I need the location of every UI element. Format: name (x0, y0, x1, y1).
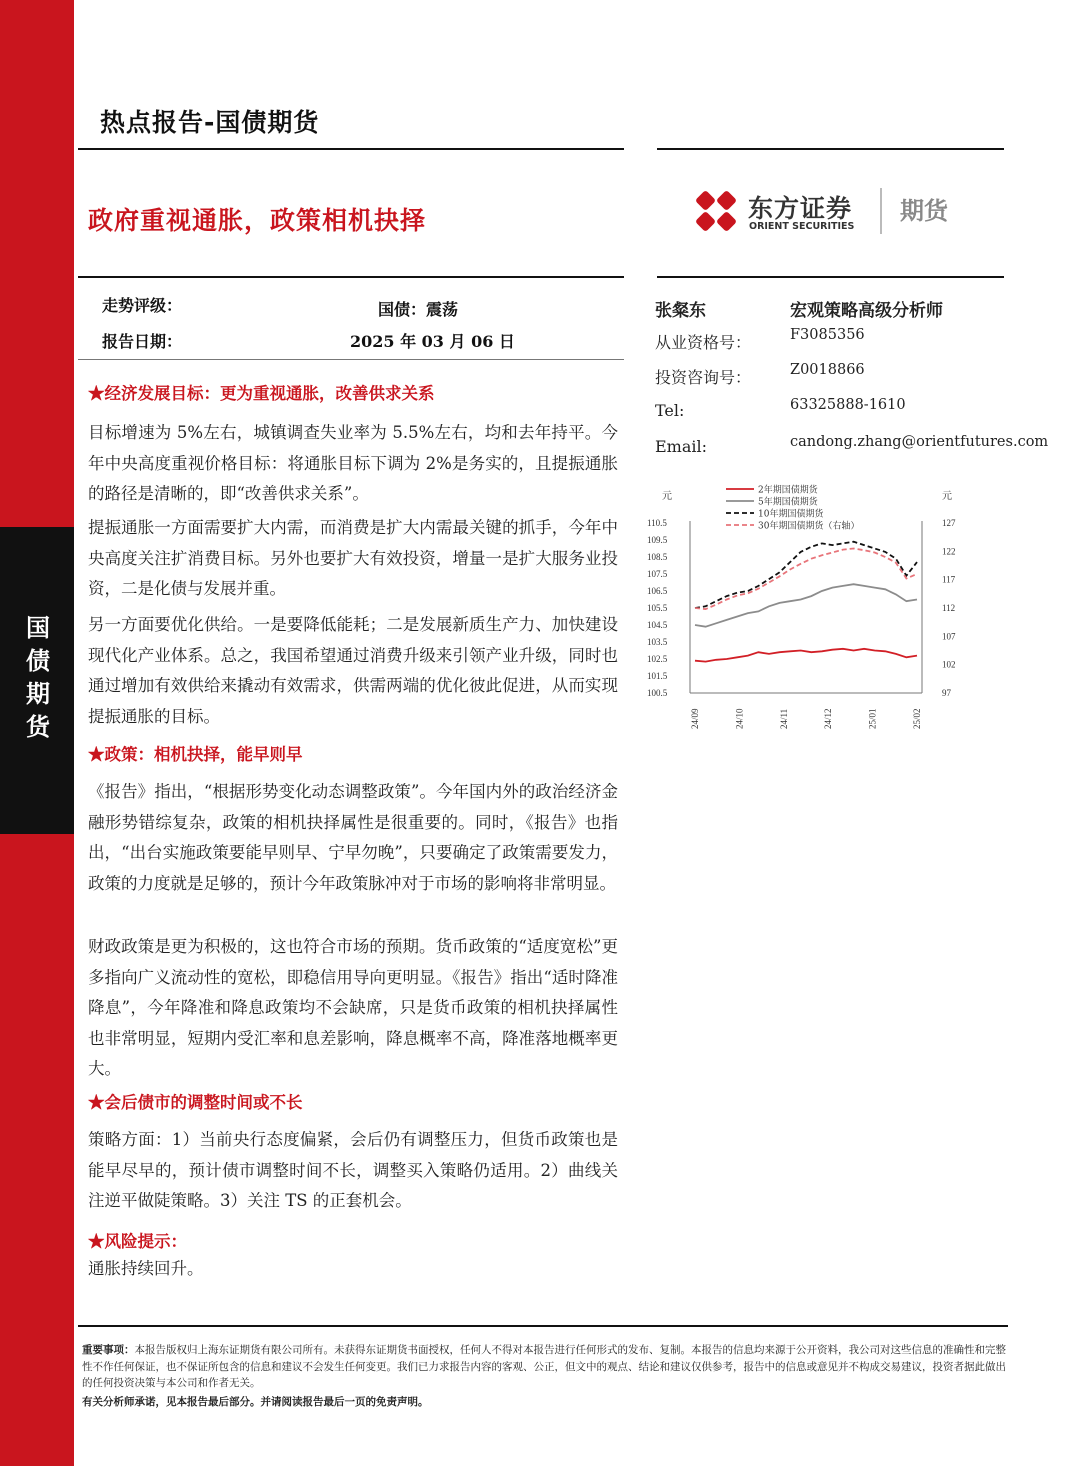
section-heading: ★经济发展目标：更为重视通胀，改善供求关系 (88, 384, 435, 403)
y-right-tick-label: 102 (942, 659, 956, 670)
y-left-tick-label: 108.5 (647, 552, 668, 562)
x-tick-label: 24/09 (690, 708, 700, 729)
y-left-tick-label: 106.5 (647, 586, 668, 596)
divider (657, 148, 1004, 150)
paragraph: 通胀持续回升。 (88, 1259, 204, 1278)
section-heading: ★政策：相机抉择，能早则早 (88, 745, 303, 764)
logo-name-cn: 东方证券 (748, 194, 853, 223)
legend-label: 10年期国债期货 (758, 509, 824, 520)
license-number: F3085356 (790, 327, 865, 343)
x-tick-label: 24/12 (823, 708, 834, 729)
divider (78, 359, 624, 360)
right-unit-label: 元 (942, 491, 952, 502)
section-heading: ★会后债市的调整时间或不长 (88, 1093, 303, 1112)
report-date: 2025 年 03 月 06 日 (350, 332, 515, 351)
date-label: 报告日期： (102, 332, 183, 351)
page-title: 政府重视通胀，政策相机抉择 (88, 206, 427, 235)
y-left-tick-label: 101.5 (647, 671, 668, 681)
company-logo (690, 183, 990, 241)
rating-label: 走势评级： (102, 296, 183, 315)
paragraph: 策略方面：1）当前央行态度偏紧，会后仍有调整压力，但货币政策也是能早尽早的，预计债市调整时间不长，调整买入策略仍适用。2）曲线关注逆平做陡策略。3）关注 TS 的正套机会。 (88, 1130, 618, 1210)
left-unit-label: 元 (662, 491, 672, 502)
logo-name-en: ORIENT SECURITIES (749, 221, 855, 232)
y-left-tick-label: 103.5 (647, 637, 668, 647)
paragraph: 目标增速为 5%左右，城镇调查失业率为 5.5%左右，均和去年持平。今年中央高度重视价格目标：将通胀目标下调为 2%是务实的，且提振通胀的路径是清晰的，即“改善供求关系”。 (88, 423, 618, 503)
y-right-tick-label: 107 (942, 631, 956, 642)
y-right-tick-label: 112 (942, 603, 956, 613)
disclaimer-label: 重要事项： (82, 1344, 135, 1356)
y-left-tick-label: 109.5 (647, 535, 668, 545)
x-tick-label: 24/10 (734, 708, 745, 729)
disclaimer (82, 1342, 1008, 1392)
y-left-tick-label: 100.5 (647, 688, 668, 698)
divider (78, 276, 624, 278)
orient-logo-icon (690, 185, 742, 237)
bond-futures-chart (640, 475, 970, 750)
legend-label: 2年期国债期货 (758, 485, 818, 496)
series-line (695, 584, 917, 627)
tel-number: 63325888-1610 (790, 397, 906, 413)
side-category-label: 国 债 期 货 (26, 614, 50, 741)
divider (78, 148, 624, 150)
y-left-tick-label: 107.5 (647, 569, 668, 579)
x-tick-label: 24/11 (778, 708, 789, 729)
analyst-name: 张粲东 (655, 301, 706, 321)
section-heading: ★风险提示： (88, 1232, 187, 1251)
y-left-tick-label: 104.5 (647, 620, 668, 630)
consult-label: 投资咨询号： (655, 368, 752, 387)
y-left-tick-label: 110.5 (647, 518, 667, 528)
divider (657, 276, 1004, 278)
x-tick-label: 25/01 (867, 708, 878, 729)
y-left-tick-label: 102.5 (647, 654, 668, 664)
y-right-tick-label: 117 (942, 574, 956, 585)
legend-label: 5年期国债期货 (758, 497, 818, 508)
paragraph: 财政政策是更为积极的，这也符合市场的预期。货币政策的“适度宽松”更多指向广义流动性的宽松，即稳信用导向更明显。《报告》指出“适时降准降息”，今年降准和降息政策均不会缺席，只是货币政策的相机抉择属性也非常明显，短期内受汇率和息差影响，降息概率不高，降准落地概率更大。 (88, 937, 618, 1078)
paragraph: 《报告》指出，“根据形势变化动态调整政策”。今年国内外的政治经济金融形势错综复杂，政策的相机抉择属性是很重要的。同时，《报告》也指出，“出台实施政策要能早则早、宁早勿晚”，只要确定了政策需要发力，政策的力度就是足够的，预计今年政策脉冲对于市场的影响将非常明显。 (88, 782, 618, 893)
email-address[interactable]: candong.zhang@orientfutures.com (790, 434, 1049, 450)
license-label: 从业资格号： (655, 333, 752, 352)
email-label: Email: (655, 437, 708, 456)
paragraph: 提振通胀一方面需要扩大内需，而消费是扩大内需最关键的抓手，今年中央高度关注扩消费目标。另外也要扩大有效投资，增量一是扩大服务业投资，二是化债与发展并重。 (88, 518, 618, 598)
report-category-title: 热点报告-国债期货 (100, 108, 320, 137)
series-line (695, 549, 917, 610)
x-tick-label: 25/02 (912, 708, 922, 729)
consult-number: Z0018866 (790, 362, 865, 378)
disclaimer-footer: 有关分析师承诺，见本报告最后部分。并请阅读报告最后一页的免责声明。 (82, 1396, 429, 1408)
y-right-tick-label: 122 (942, 546, 956, 557)
y-left-tick-label: 105.5 (647, 603, 668, 613)
y-right-tick-label: 127 (942, 518, 956, 528)
disclaimer-text: 本报告版权归上海东证期货有限公司所有。未获得东证期货书面授权，任何人不得对本报告进行任何形式的发布、复制。本报告的信息均来源于公开资料，我公司对这些信息的准确性和完整性不作任何保证，也不保证所包含的信息和建议不会发生任何变更。我们已力求报告内容的客观、公正，但文中的观点、结论和建议仅供参考，报告中的信息或意见并不构成交易建议，投资者据此做出的任何投资决策与本公司和作者无关。 (82, 1344, 1006, 1389)
paragraph: 另一方面要优化供给。一是要降低能耗；二是发展新质生产力、加快建设现代化产业体系。总之，我国希望通过消费升级来引领产业升级，同时也通过增加有效供给来撬动有效需求，供需两端的优化彼此促进，从而实现提振通胀的目标。 (88, 615, 618, 726)
divider (78, 1325, 1008, 1327)
logo-separator (880, 188, 882, 234)
legend-label: 30年期国债期货（右轴） (758, 521, 860, 532)
series-line (695, 649, 917, 662)
y-right-tick-label: 97 (942, 688, 951, 698)
tel-label: Tel: (655, 401, 685, 420)
logo-division: 期货 (900, 197, 948, 225)
rating-value: 国债：震荡 (378, 300, 459, 319)
analyst-title: 宏观策略高级分析师 (790, 301, 943, 321)
